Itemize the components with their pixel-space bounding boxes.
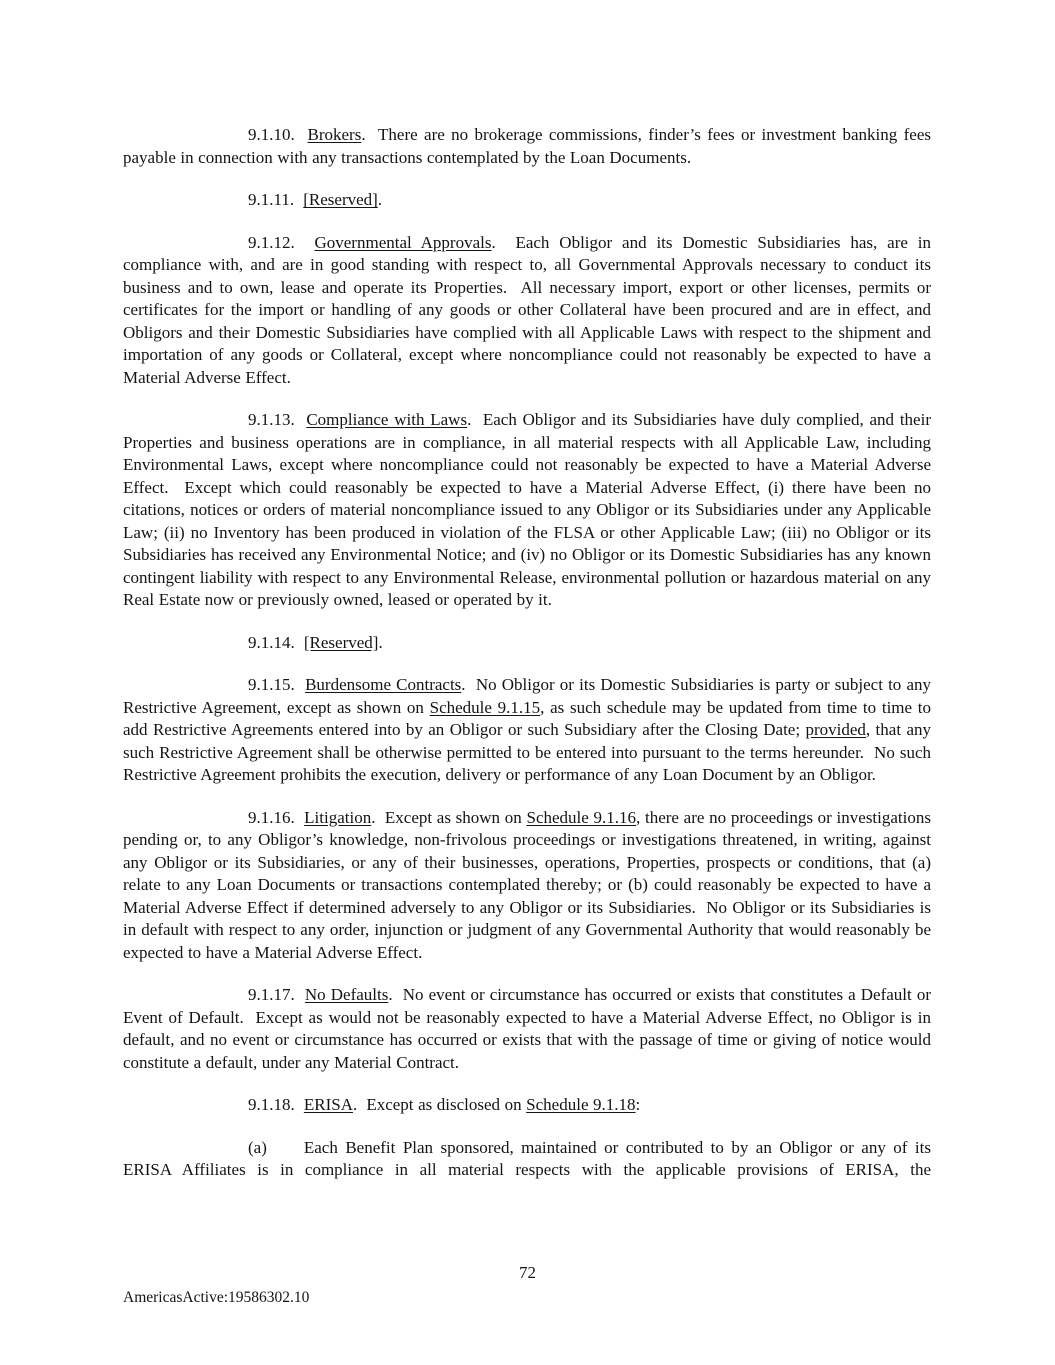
subsection-9-1-18-a xyxy=(123,1137,931,1182)
text-run: . Except as shown on xyxy=(371,807,527,827)
text-run: 9.1.18. xyxy=(248,1095,304,1114)
underlined-text-run: Litigation xyxy=(304,807,372,827)
text-run: 9.1.10. xyxy=(248,125,308,144)
text-run: 9.1.17. xyxy=(248,985,305,1004)
section-9-1-15-burdensome-contracts xyxy=(123,674,931,787)
text-run: Each Benefit Plan sponsored, maintained or contributed to by an Obligor or any of its ERISA Affiliates is in compliance in all material respects with the applicable provisions of ERISA, the xyxy=(123,1137,931,1179)
text-run: . No Obligor or its Domestic Subsidiaries is party or subject to any Restrictive Agreement, except as shown on xyxy=(123,675,931,717)
text-run: . No event or circumstance has occurred or exists that constitutes a Default or Event of Default. Except as would not be reasonably expected to have a Material Adverse Effect, no Obligor is in default, and no event or circumstance has occurred or exists that with the passage of time or giving of notice would constitute a default, under any Material Contract. xyxy=(123,985,931,1072)
text-run: 9.1.12. xyxy=(248,232,315,252)
page-number: 72 xyxy=(519,1263,536,1282)
text-run: . Each Obligor and its Subsidiaries have duly complied, and their Properties and business operations are in compliance, in all material respects with all Applicable Law, including Environmental Laws, except where noncompliance could not reasonably be expected to have a Material Adverse Effect. Except which could reasonably be expected to have a Material Adverse Effect, (i) there have been no citations, notices or orders of material noncompliance issued to any Obligor or its Subsidiaries under any Applicable Law; (ii) no Inventory has been produced in violation of the FLSA or other Applicable Law; (iii) no Obligor or its Subsidiaries has received any Environmental Notice; and (iv) no Obligor or its Domestic Subsidiaries has any known contingent liability with respect to any Environmental Release, environmental pollution or hazardous material on any Real Estate now or previously owned, leased or operated by it. xyxy=(123,410,931,609)
underlined-text-run: Compliance with Laws xyxy=(306,410,468,429)
text-run: 9.1.14. xyxy=(248,632,304,652)
underlined-text-run: provided xyxy=(805,720,866,739)
text-run: . xyxy=(378,632,383,652)
underlined-text-run: Schedule 9.1.15 xyxy=(429,697,541,717)
text-run: . Except as disclosed on xyxy=(352,1095,527,1114)
text-run: , there are no proceedings or investigations pending or, to any Obligor’s knowledge, non-frivolous proceedings or investigations threatened, in writing, against any Obligor or its Subsidiaries, or any of their businesses, operations, Properties, prospects or conditions, that (a) relate to any Loan Documents or transactions contemplated thereby; or (b) could reasonably be expected to have a Material Adverse Effect if determined adversely to any Obligor or its Subsidiaries. No Obligor or its Subsidiaries is in default with respect to any order, injunction or judgment of any Governmental Authority that would reasonably be expected to have a Material Adverse Effect. xyxy=(123,807,931,962)
text-run: . There are no brokerage commissions, finder’s fees or investment banking fees payable in connection with any transactions contemplated by the Loan Documents. xyxy=(123,125,932,167)
section-9-1-16-litigation xyxy=(123,807,931,965)
section-9-1-18-erisa xyxy=(123,1094,931,1117)
section-9-1-11-reserved xyxy=(123,189,931,212)
section-9-1-12-governmental-approvals xyxy=(123,232,931,390)
section-9-1-13-compliance-with-laws xyxy=(123,409,931,612)
text-run: . xyxy=(377,190,383,209)
text-run: , as such schedule may be updated from time to time to add Restrictive Agreements entered into by an Obligor or such Subsidiary after the Closing Date; xyxy=(123,697,931,739)
underlined-text-run: [Reserved] xyxy=(303,632,379,652)
underlined-text-run: [Reserved] xyxy=(303,190,378,209)
underlined-text-run: Governmental Approvals xyxy=(314,232,492,252)
text-run: 9.1.15. xyxy=(248,675,306,694)
underlined-text-run: ERISA xyxy=(303,1095,353,1114)
underlined-text-run: Schedule 9.1.18 xyxy=(526,1095,636,1114)
underlined-text-run: Schedule 9.1.16 xyxy=(526,807,637,827)
underlined-text-run: Burdensome Contracts xyxy=(305,675,462,694)
document-id-footer: AmericasActive:19586302.10 xyxy=(123,1289,310,1306)
section-9-1-10-brokers xyxy=(123,124,931,169)
text-run: 9.1.13. xyxy=(248,410,307,429)
section-9-1-17-no-defaults xyxy=(123,984,931,1074)
text-run: (a) xyxy=(248,1137,267,1157)
document-body-text xyxy=(123,124,931,1202)
text-run: 9.1.16. xyxy=(248,807,305,827)
underlined-text-run: No Defaults xyxy=(304,985,389,1004)
text-run: , that any such Restrictive Agreement shall be otherwise permitted to be entered into pursuant to the terms hereunder. No such Restrictive Agreement prohibits the execution, delivery or performance of any Loan Document by an Obligor. xyxy=(123,720,931,784)
underlined-text-run: Brokers xyxy=(307,125,362,144)
text-run: . Each Obligor and its Domestic Subsidiaries has, are in compliance with, and are in good standing with respect to, all Governmental Approvals necessary to conduct its business and to own, lease and operate its Properties. All necessary import, export or other licenses, permits or certificates for the import or handling of any goods or other Collateral have been procured and are in effect, and Obligors and their Domestic Subsidiaries have complied with all Applicable Laws with respect to the shipment and importation of any goods or Collateral, except where noncompliance could not reasonably be expected to have a Material Adverse Effect. xyxy=(123,232,931,387)
text-run: : xyxy=(635,1095,641,1114)
text-run: 9.1.11. xyxy=(248,190,304,209)
section-9-1-14-reserved xyxy=(123,632,931,655)
